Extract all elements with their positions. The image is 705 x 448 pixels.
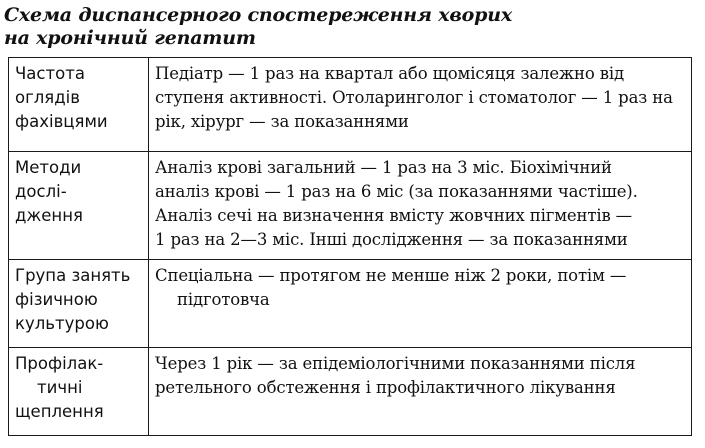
table-row	[9, 348, 692, 436]
observation-scheme-table	[8, 57, 692, 436]
label-line: культурою	[15, 314, 109, 333]
row-label-specialist-visits	[9, 58, 149, 152]
label-line: Частота	[15, 64, 85, 83]
row-label-vaccinations	[9, 348, 149, 436]
label-line: Профілак-	[15, 354, 104, 373]
row-label-research-methods	[9, 152, 149, 260]
row-text-vaccinations	[149, 348, 692, 436]
label-line: Група занять	[15, 266, 131, 285]
label-line: фахівцями	[15, 112, 108, 131]
row-text-physical-education	[149, 260, 692, 348]
label-line: Методи	[15, 158, 82, 177]
label-line: тичні	[37, 378, 83, 397]
document-title	[4, 4, 512, 50]
row-label-physical-education	[9, 260, 149, 348]
text-line: Аналіз сечі на визначення вмісту жовчних пігментів —	[155, 206, 633, 225]
row-text-research-methods	[149, 152, 692, 260]
text-line: Аналіз крові загальний — 1 раз на 3 міс. Біохімічний	[155, 158, 612, 177]
text-line: ступеня активності. Отоларинголог і стоматолог — 1 раз на	[155, 88, 673, 107]
label-line: дослі-	[15, 182, 67, 201]
label-line: щеплення	[15, 402, 104, 421]
text-line: Спеціальна — протягом не менше ніж 2 роки, потім —	[155, 266, 627, 285]
label-line: дження	[15, 206, 83, 225]
label-line: фізичною	[15, 290, 98, 309]
text-line: підготовча	[177, 290, 270, 309]
text-line: аналіз крові — 1 раз на 6 міс (за показаннями частіше).	[155, 182, 638, 201]
table-row	[9, 58, 692, 152]
table-row	[9, 260, 692, 348]
table-row	[9, 152, 692, 260]
text-line: Через 1 рік — за епідеміологічними показаннями після	[155, 354, 636, 373]
title-line: на хронічний гепатит	[4, 27, 256, 49]
text-line: Педіатр — 1 раз на квартал або щомісяця залежно від	[155, 64, 625, 83]
text-line: рік, хірург — за показаннями	[155, 112, 409, 131]
text-line: ретельного обстеження і профілактичного лікування	[155, 378, 616, 397]
row-text-specialist-visits	[149, 58, 692, 152]
title-line: Схема диспансерного спостереження хворих	[4, 4, 512, 26]
text-line: 1 раз на 2—3 міс. Інші дослідження — за показаннями	[155, 230, 628, 249]
label-line: оглядів	[15, 88, 80, 107]
